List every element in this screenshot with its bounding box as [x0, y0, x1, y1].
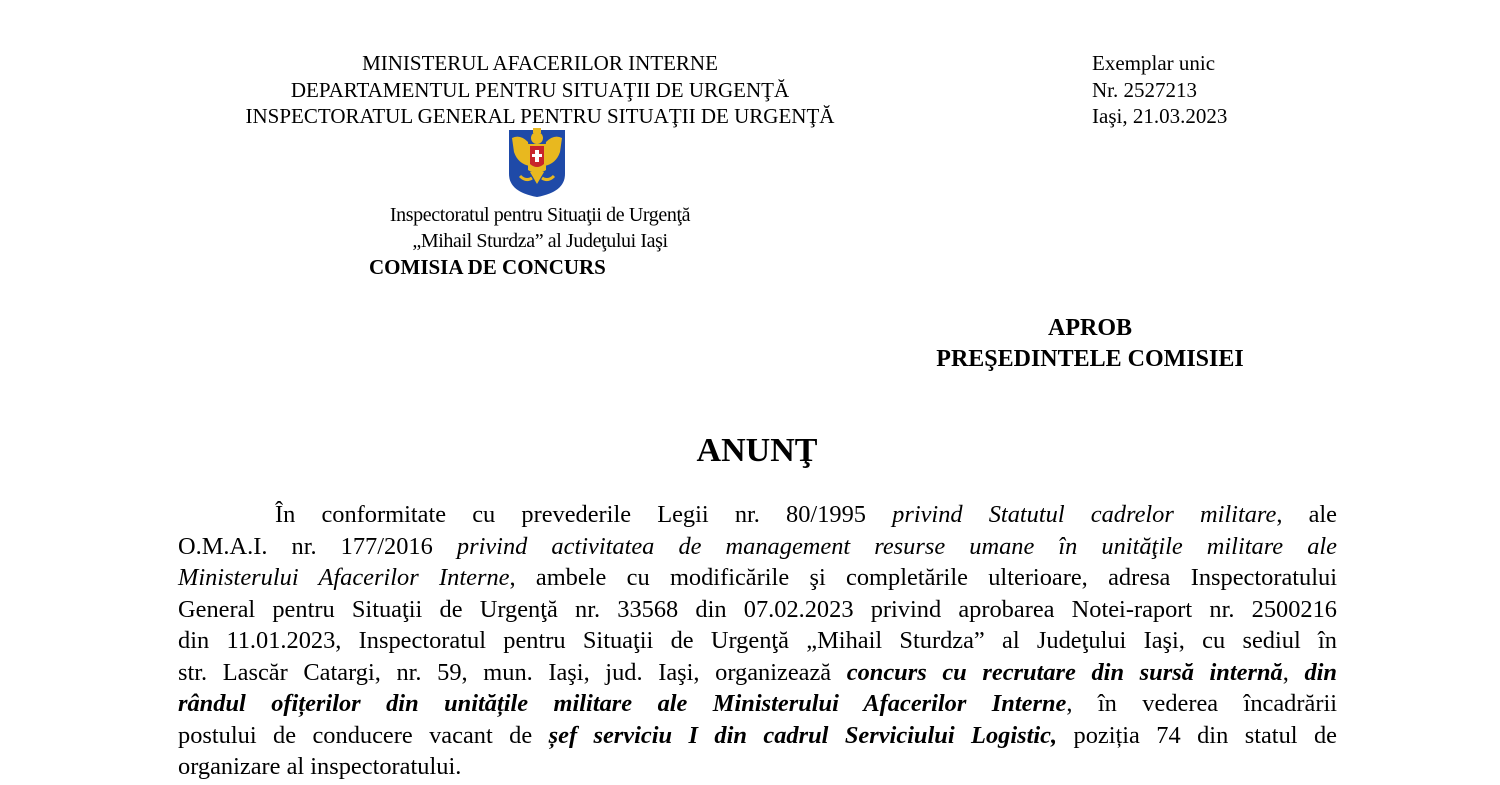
isu-name [340, 202, 740, 254]
romanian-coat-of-arms-icon [506, 126, 568, 198]
body-line-7: rândul ofițerilor din unitățile militare ale Ministerului Afacerilor Interne, în vederea încadrării [178, 690, 1337, 717]
crest-cross-h [532, 154, 542, 157]
body-line-8: postului de conducere vacant de șef serviciu I din cadrul Serviciului Logistic, poziția 74 din statul de [178, 721, 1337, 749]
place-date: Iaşi, 21.03.2023 [1092, 104, 1228, 128]
announcement-body [178, 499, 1337, 783]
ministry-header [190, 50, 890, 130]
ministry-line: MINISTERUL AFACERILOR INTERNE [362, 51, 718, 75]
body-line-1: În conformitate cu prevederile Legii nr. 80/1995 privind Statutul cadrelor militare, ale [275, 501, 1338, 528]
body-line-3: Ministerului Afacerilor Interne, ambele cu modificările şi completările ulterioare, adresa Inspectoratului [178, 564, 1337, 591]
crest-crown [533, 128, 541, 133]
announcement-title: ANUNŢ [696, 432, 818, 469]
document-registration [1092, 50, 1227, 130]
approval-line-2: PREŞEDINTELE COMISIEI [936, 346, 1244, 372]
isu-line-1: Inspectoratul pentru Situaţii de Urgenţă [389, 204, 691, 226]
crest-head [531, 132, 543, 144]
registration-number: Nr. 2527213 [1092, 77, 1197, 102]
body-line-4: General pentru Situaţii de Urgenţă nr. 33568 din 07.02.2023 privind aprobarea Notei-raport nr. 2500216 [178, 595, 1337, 623]
body-line-2: O.M.A.I. nr. 177/2016 privind activitatea de management resurse umane în unităţile militare ale [178, 532, 1337, 560]
approval-line-1: APROB [1048, 315, 1132, 341]
body-line-6: str. Lascăr Catargi, nr. 59, mun. Iaşi, jud. Iaşi, organizează concurs cu recrutare din sursă internă, din [178, 658, 1337, 686]
approval-block [900, 313, 1280, 375]
isu-line-2: „Mihail Sturdza” al Judeţului Iaşi [412, 230, 668, 252]
commission-title: COMISIA DE CONCURS [369, 255, 606, 279]
exemplar-label: Exemplar unic [1092, 51, 1216, 75]
inspectorate-general-line: INSPECTORATUL GENERAL PENTRU SITUAŢII DE URGENŢĂ [245, 104, 835, 128]
body-line-9: organizare al inspectoratului. [178, 753, 462, 780]
department-line: DEPARTAMENTUL PENTRU SITUAŢII DE URGENŢĂ [290, 77, 790, 102]
body-line-5: din 11.01.2023, Inspectoratul pentru Situaţii de Urgenţă „Mihail Sturdza” al Judeţului Iaşi, cu sediul în [178, 627, 1337, 654]
